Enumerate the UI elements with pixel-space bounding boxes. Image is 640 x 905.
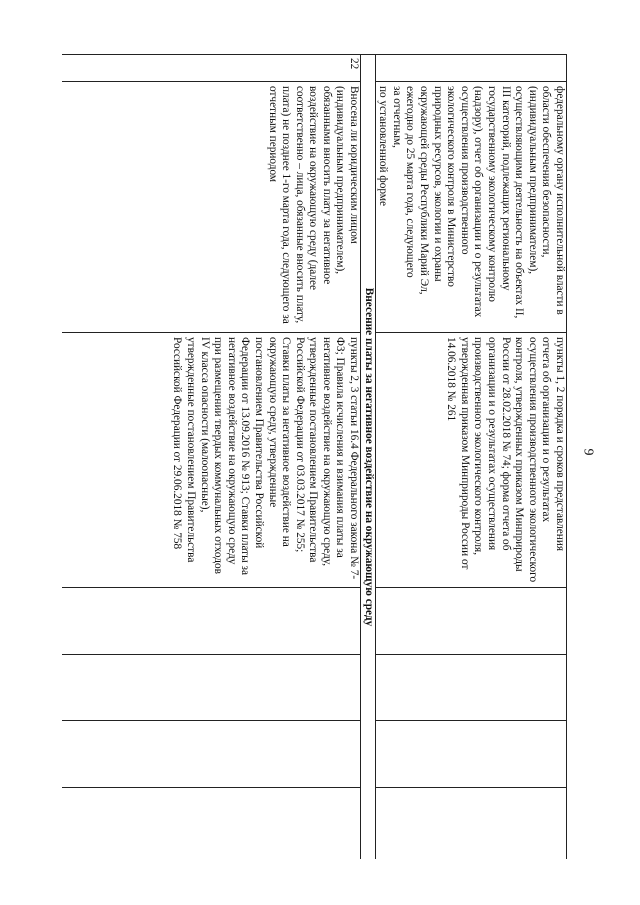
- legal-basis-text: пункты 1, 2 порядка и сроков представления отчета об организации и о результатах осуществления производственного экологического контроля, утвержденных приказом Минприроды России от 28.02.2018 № 74; форма отчета об организации и о результатах осуществления производственного экологического контроля, утвержденная приказом Минприроды России от 14.06.2018 № 261: [445, 337, 566, 583]
- legal-basis-cell: [375, 333, 566, 588]
- page-number: 9: [580, 448, 596, 456]
- requirement-line: за отчетным,: [390, 86, 403, 148]
- answer-yes-cell: [375, 588, 566, 655]
- requirement-text: Вносена ли юридическим лицом (индивидуальным предпринимателем), обязанными вносить плату за негативное воздействие на окружающую среду (далее соответственно – лица, обязанные вносить плату, плата) не позднее 1-го марта года, следующего за отчетным периодом: [266, 86, 361, 324]
- requirement-cell: [375, 82, 566, 333]
- row-number: 22: [62, 55, 361, 82]
- table-row-continued: [375, 55, 566, 860]
- answer-na-cell: [375, 721, 566, 788]
- answer-yes-cell: [62, 588, 361, 655]
- answer-no-cell: [375, 655, 566, 721]
- checklist-table: [62, 54, 567, 859]
- answer-no-cell: [62, 655, 361, 721]
- notes-cell: [62, 788, 361, 860]
- requirement-text: федеральному органу исполнительной власти в области обеспечения безопасности, (индивидуальным предпринимателем), осуществляющими деятельность на объектах II, III категорий, подлежащих региональному государственному экологическому контролю (надзору), отчет об организации и о результатах осуществления производственного экологического контроля в Министерство природных ресурсов, экологии и охраны окружающей среды Республики Марий Эл,: [418, 86, 566, 319]
- notes-cell: [375, 788, 566, 860]
- section-title: Внесение платы за негативное воздействие на окружающую среду: [361, 55, 376, 860]
- table-row: [62, 55, 361, 860]
- section-header-row: [361, 55, 376, 860]
- landscape-table-wrapper: [62, 54, 567, 859]
- legal-basis-text: пункты 2, 3 статьи 16.4 Федерального закона № 7-ФЗ; Правила исчисления и взимания платы за негативное воздействие на окружающую среду, утвержденные постановлением Правительства Российской Федерации от 03.03.2017 № 255; Ставки платы за негативное воздействие на окружающую среду, утвержденные постановлением Правительства Российской Федерации от 13.09.2016 № 913; Ставки платы за негативное воздействие на окружающую среду при размещении твердых коммунальных отходов IV класса опасности (малоопасные), утвержденные постановлением Правительства Российской Федерации от 29.06.2018 № 758: [171, 337, 361, 580]
- legal-basis-cell: [62, 333, 361, 588]
- rotated-page-area: [62, 54, 567, 859]
- requirement-line: ежегодно до 25 марта года, следующего: [404, 86, 417, 278]
- number-cell: [375, 55, 566, 82]
- answer-na-cell: [62, 721, 361, 788]
- requirement-line: по установленной форме: [377, 86, 390, 207]
- requirement-cell: [62, 82, 361, 333]
